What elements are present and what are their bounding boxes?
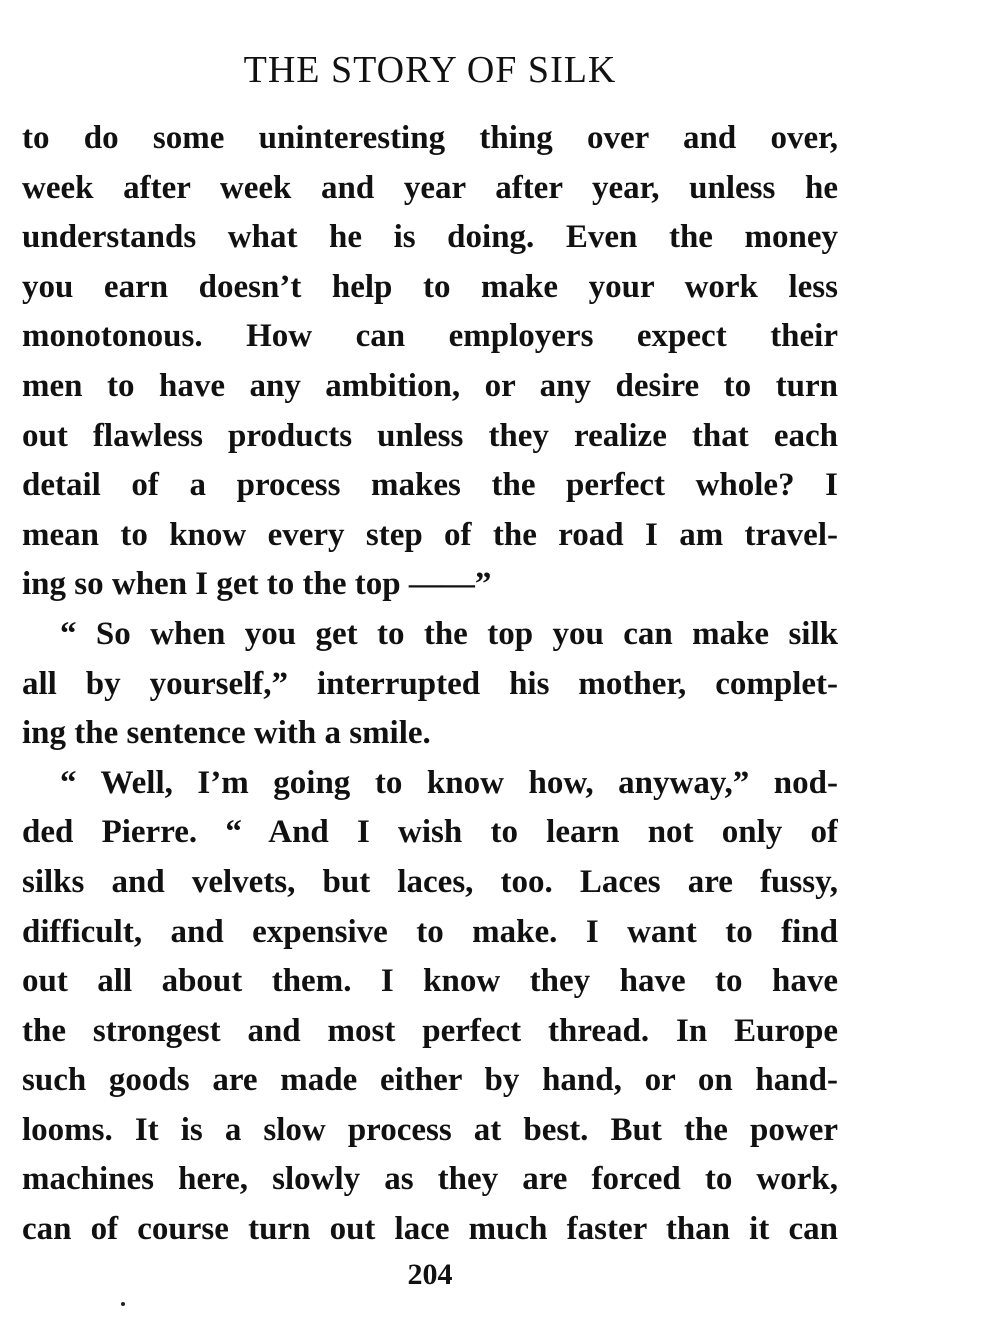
running-title: THE STORY OF SILK (243, 49, 617, 91)
text-line: out all about them. I know they have to have (22, 963, 838, 1000)
ink-speck (121, 1302, 125, 1306)
text-line: ing the sentence with a smile. (22, 715, 431, 752)
text-line: difficult, and expensive to make. I want to find (22, 913, 838, 950)
body-text (22, 114, 838, 1255)
page-number: 204 (407, 1258, 453, 1291)
text-line: such goods are made either by hand, or on hand- (22, 1062, 838, 1099)
text-line: monotonous. How can employers expect their (22, 318, 838, 355)
text-line: “ Well, I’m going to know how, anyway,” nod- (60, 764, 838, 801)
text-line: understands what he is doing. Even the money (22, 219, 838, 256)
text-line: silks and velvets, but laces, too. Laces are fussy, (22, 863, 838, 900)
text-line: looms. It is a slow process at best. But the power (22, 1111, 838, 1148)
text-line: can of course turn out lace much faster than it can (22, 1211, 838, 1248)
text-line: out flawless products unless they realize that each (22, 417, 838, 454)
text-line: ded Pierre. “ And I wish to learn not only of (22, 814, 838, 851)
text-line: all by yourself,” interrupted his mother, complet- (22, 665, 838, 702)
text-line: to do some uninteresting thing over and over, (22, 120, 838, 156)
text-line: mean to know every step of the road I am travel- (22, 516, 838, 553)
text-line: men to have any ambition, or any desire to turn (22, 367, 838, 404)
text-line: ing so when I get to the top ——” (22, 566, 492, 603)
text-line: detail of a process makes the perfect whole? I (22, 467, 838, 504)
text-line: the strongest and most perfect thread. In Europe (22, 1012, 838, 1049)
text-line: “ So when you get to the top you can make silk (60, 615, 838, 652)
text-line: you earn doesn’t help to make your work less (22, 268, 838, 305)
text-line: week after week and year after year, unless he (22, 169, 838, 206)
text-line: machines here, slowly as they are forced to work, (22, 1161, 838, 1198)
